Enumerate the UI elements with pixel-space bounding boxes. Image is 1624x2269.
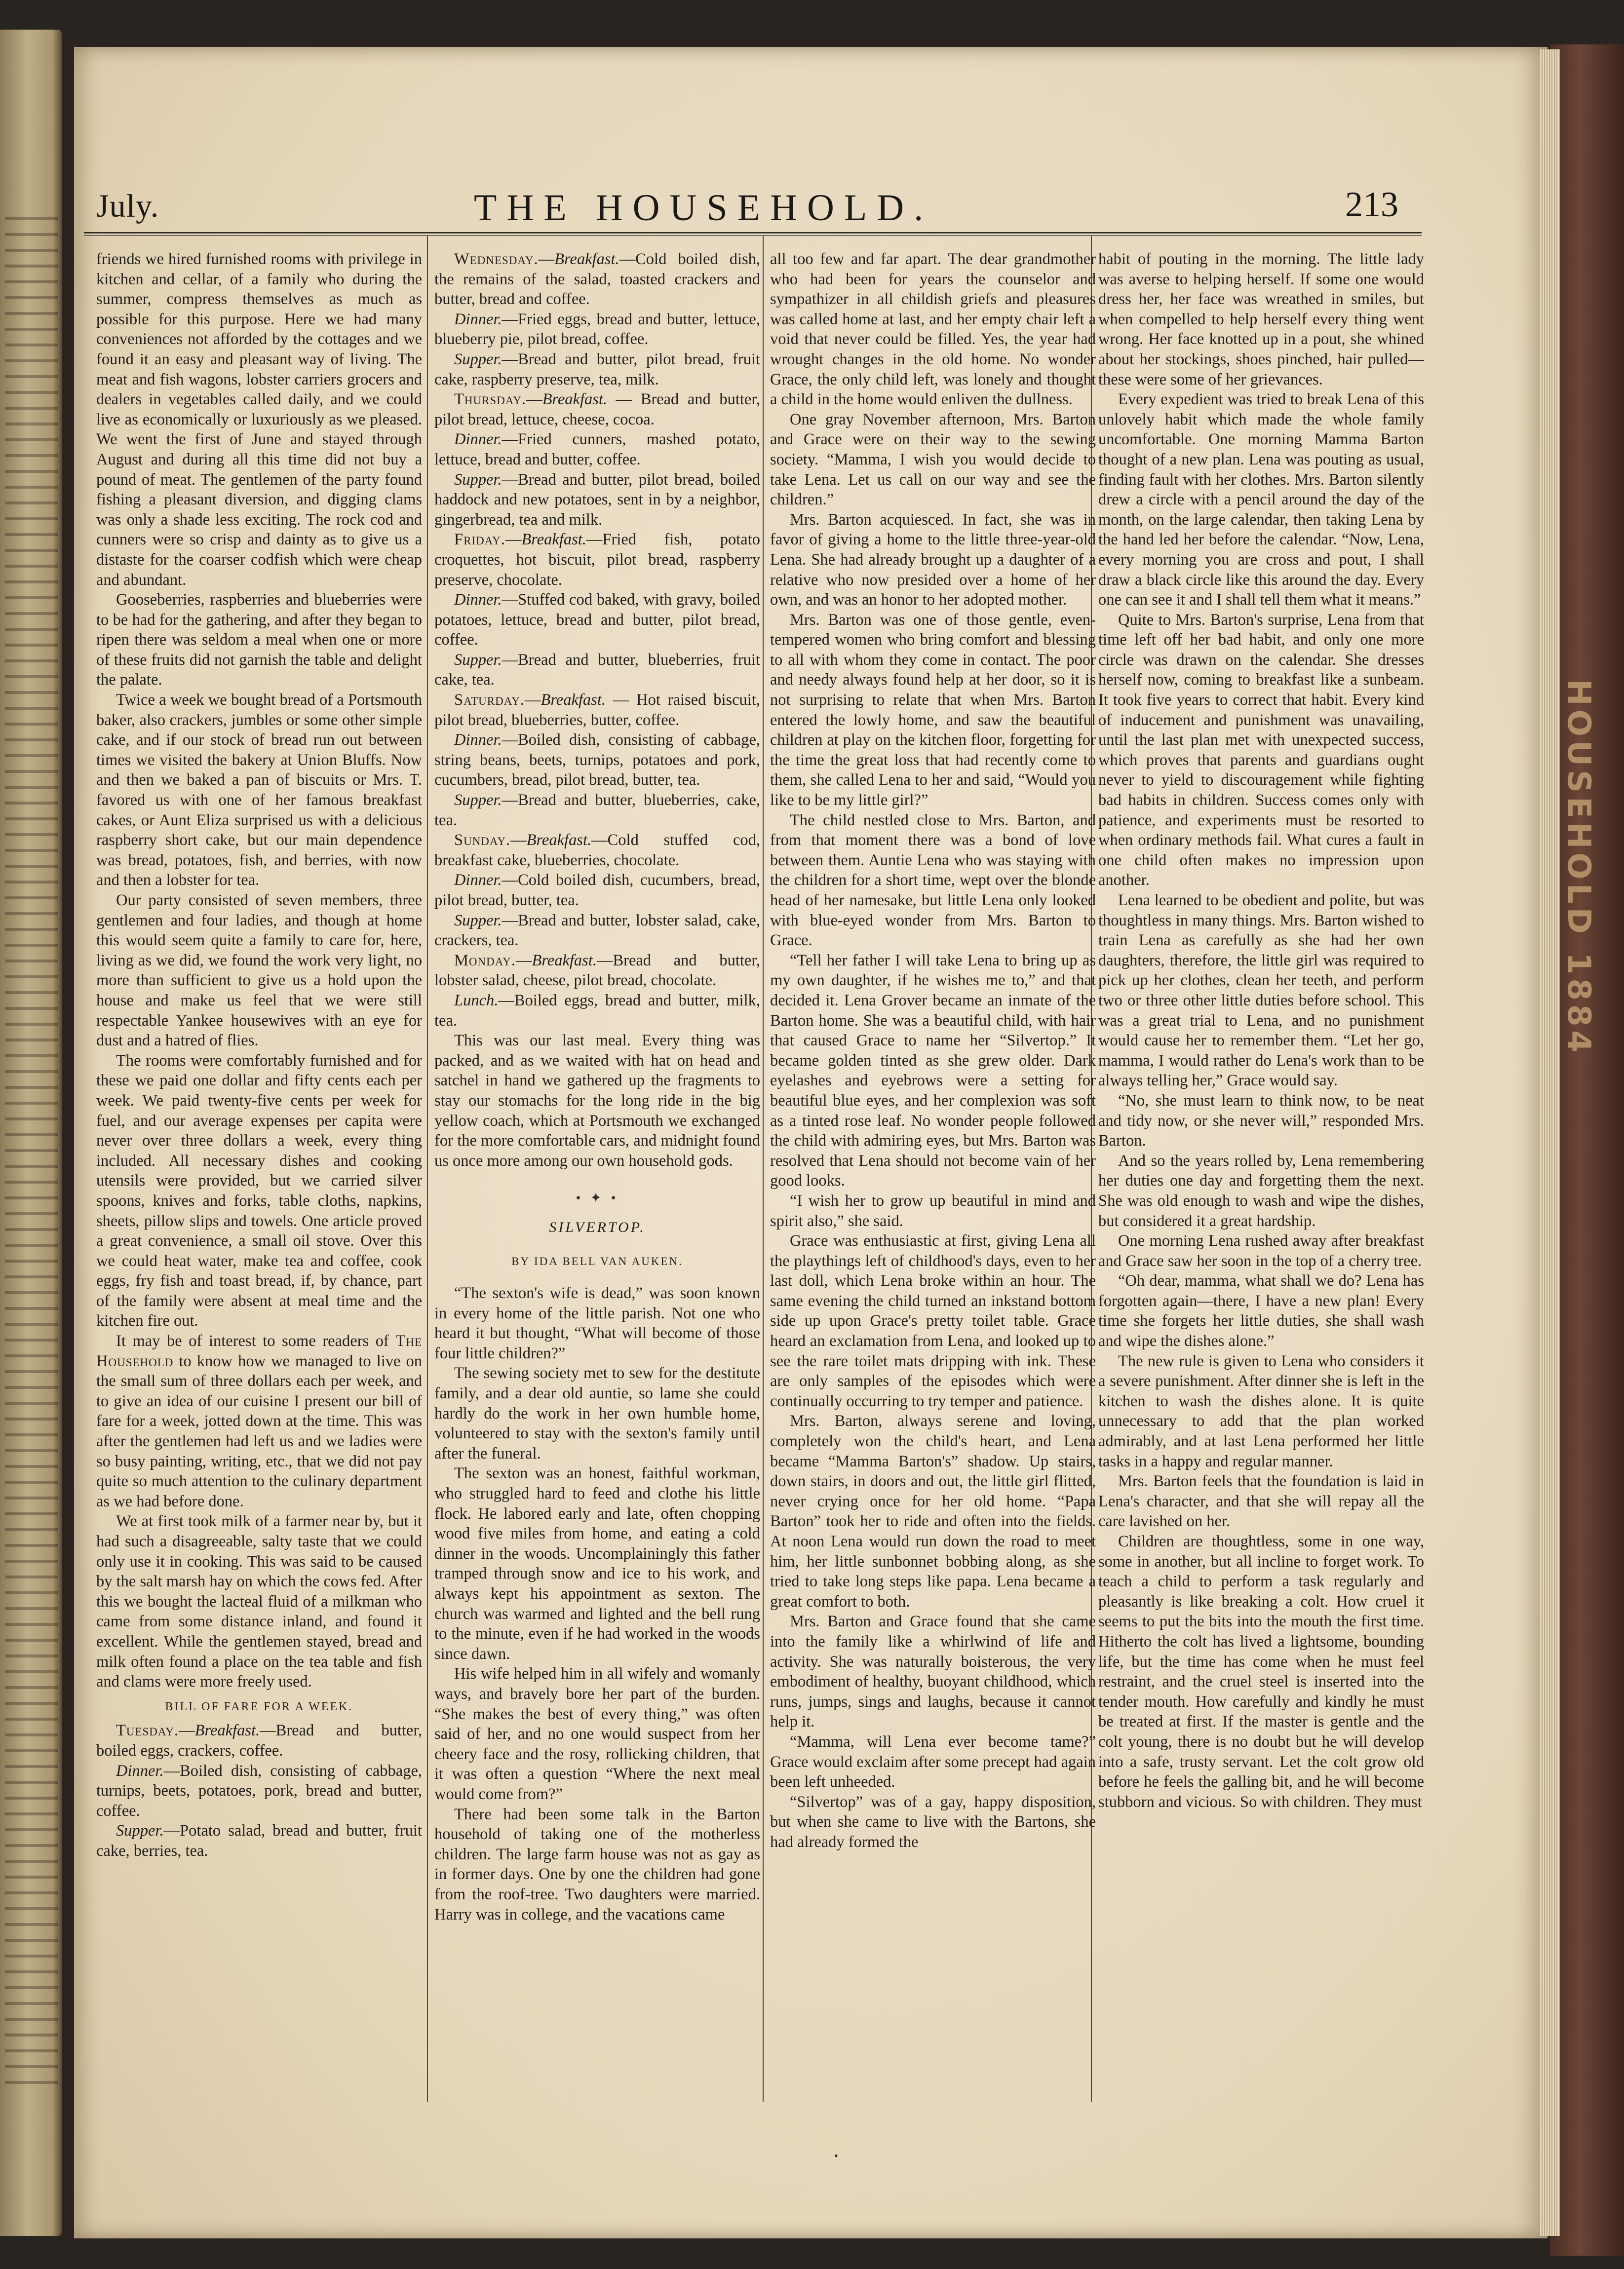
paragraph: “The sexton's wife is dead,” was soon known in every home of the little parish. Not one who heard it but thought, “What will become of those four little children?”	[434, 1284, 760, 1362]
paragraph: Mrs. Barton, always serene and loving, completely won the child's heart, and Lena became “Mamma Barton's” shadow. Up stairs, down stairs, in doors and out, the little girl flitted, never crying once for her old home. “Papa Barton” took her to ride and often into the fields. At noon Lena would run down the road to meet him, her little sunbonnet bobbing along, as she tried to take long steps like papa. Lena became a great comfort to both.	[770, 1412, 1096, 1611]
paragraph: “Tell her father I will take Lena to bring up as my own daughter, if he wishes me to,” and that decided it. Lena Grover became an inmate of the Barton home. She was a beautiful child, with hair that caused Grace to name her “Silvertop.” It became golden tinted as she grew older. Dark eyelashes and eyebrows were a setting for beautiful blue eyes, and her complexion was soft as a tinted rose leaf. No wonder people followed the child with admiring eyes, but Mrs. Barton was resolved that Lena should not become vain of her good looks.	[770, 951, 1096, 1190]
paragraph: The sewing society met to sew for the destitute family, and a dear old auntie, so lame she could hardly do the work in her own humble home, volunteered to stay with the sexton's family until after the funeral.	[434, 1364, 760, 1462]
column-rule-1	[427, 236, 428, 2102]
paragraph: Gooseberries, raspberries and blueberries were to be had for the gathering, and after they began to ripen there was seldom a meal when one or more of these fruits did not garnish the table and delight the palate.	[96, 591, 422, 689]
menu-meal: Supper.	[454, 651, 502, 669]
paragraph: The child nestled close to Mrs. Barton, and from that moment there was a bond of love between them. Auntie Lena who was staying with the children for a short time, wept over the blonde head of her namesake, but little Lena only looked with blue-eyed wonder from Mrs. Barton to Grace.	[770, 811, 1096, 950]
menu-entry: Tuesday.—Breakfast.—Bread and butter, boiled eggs, crackers, coffee.	[96, 1722, 422, 1760]
menu-items: —Cold boiled dish, cucumbers, bread, pilot bread, butter, tea.	[434, 871, 760, 909]
menu-items: — Bread and butter, pilot bread, lettuce, cheese, cocoa.	[434, 390, 760, 428]
paragraph: And so the years rolled by, Lena remembering her duties one day and forgetting them the next. She was old enough to wash and wipe the dishes, but considered it a great hardship.	[1098, 1152, 1424, 1230]
menu-meal: Dinner.	[454, 591, 502, 609]
menu-entry	[434, 790, 760, 830]
paragraph: His wife helped him in all wifely and womanly ways, and bravely bore her part of the burden. “She makes the best of every thing,” was often said of her, and no one would suspect from her cheery face and the rosy, rollicking children, that it was often a question “Where the next meal would come from?”	[434, 1665, 760, 1803]
menu-items: —Boiled dish, consisting of cabbage, turnips, beets, potatoes, pork, bread and butter, coffee.	[96, 1762, 422, 1820]
menu-entry	[434, 870, 760, 910]
paragraph: “Oh dear, mamma, what shall we do? Lena has forgotten again—there, I have a new plan! Every time she forgets her little duties, she shall wash and wipe the dishes alone.”	[1098, 1272, 1424, 1350]
facing-page-edge	[0, 30, 62, 2236]
menu-entry	[434, 470, 760, 530]
menu-day: Thursday.	[454, 390, 527, 409]
menu-entry	[434, 590, 760, 650]
menu-meal: Dinner.	[454, 310, 502, 328]
menu-meal: Supper.	[116, 1822, 164, 1840]
paragraph: all too few and far apart. The dear grandmother who had been for years the counselor and sympathizer in all childish griefs and pleasures was called home at last, and her empty chair left a void that never could be filled. Yes, the year had wrought changes in the old home. No wonder Grace, the only child left, was lonely and thought a child in the home would enliven the dullness.	[770, 250, 1096, 409]
column-2	[434, 249, 760, 1924]
menu-entry	[434, 349, 760, 389]
menu-meal: Breakfast.	[532, 951, 597, 969]
menu-meal: Breakfast.	[542, 390, 608, 409]
menu-entry	[434, 911, 760, 951]
paragraph: The rooms were comfortably furnished and for these we paid one dollar and fifty cents each per week. We paid twenty-five cents per week for fuel, and our average expenses per capita were never over three dollars a week, every thing included. All necessary dishes and cooking utensils were provided, but we carried silver spoons, knives and forks, table cloths, napkins, sheets, pillow slips and towels. One article proved a great convenience, a small oil stove. Over this we could heat water, make tea and coffee, cook eggs, fry fish and toast bread, if, by chance, part of the family were absent at meal time and the kitchen fire out.	[96, 1051, 422, 1330]
menu-meal: Breakfast.	[521, 531, 586, 549]
menu-items: —Bread and butter, pilot bread, boiled haddock and new potatoes, sent in by a neighbor, gingerbread, tea and milk.	[434, 470, 760, 529]
menu-items: —Bread and butter, pilot bread, fruit cake, raspberry preserve, tea, milk.	[434, 350, 760, 388]
paragraph: Every expedient was tried to break Lena of this unlovely habit which made the whole family uncomfortable. One morning Mamma Barton thought of a new plan. Lena was pouting as usual, finding fault with her clothes. Mrs. Barton silently drew a circle with a pencil around the day of the month, on the large calendar, then taking Lena by the hand led her before the calendar. “Now, Lena, every morning you are cross and pout, I shall draw a black circle like this around the day. Every one can see it and I shall tell them what it means.”	[1098, 390, 1424, 609]
column-3	[770, 249, 1096, 1852]
paragraph: Children are thoughtless, some in one way, some in another, but all incline to forget work. To teach a child to perform a task regularly and pleasantly is like breaking a colt. How cruel it seems to put the bits into the mouth the first time. Hitherto the colt has lived a lightsome, bounding life, but the time has come when he must feel restraint, and the cruel steel is inserted into the tender mouth. How carefully and kindly he must be treated at first. If the master is gentle and the colt young, there is no doubt but he will develop into a safe, trusty servant. Let the colt grow old before he feels the galling bit, and he will become stubborn and vicious. So with children. They must	[1098, 1533, 1424, 1811]
paragraph: We at first took milk of a farmer near by, but it had such a disagreeable, salty taste that we could only use it in cooking. This was said to be caused by the salt marsh hay on which the cows fed. After this we bought the lacteal fluid of a milkman who came from some distance inland, and found it excellent. While the gentlemen stayed, bread and milk often found a place on the tea table and fish and clams were more freely used.	[96, 1512, 422, 1691]
menu-entry	[434, 991, 760, 1031]
menu-entry: Friday.—Breakfast.—Fried fish, potato croquettes, hot biscuit, pilot bread, raspberry preserve, chocolate.	[434, 531, 760, 589]
menu-items: —Cold stuffed cod, breakfast cake, blueberries, chocolate.	[434, 831, 760, 869]
menu-entry	[434, 429, 760, 469]
section-ornament: • ✦ •	[576, 1191, 619, 1206]
menu-meal: Dinner.	[116, 1762, 164, 1780]
paragraph: It may be of interest to some readers of The Household to know how we managed to live on the small sum of three dollars each per week, and to give an idea of our cuisine I present our bill of fare for a week, jotted down at the time. This was after the gentlemen had left us and we ladies were so busy painting, writing, etc., that we did not pay quite so much attention to the culinary department as we had before done.	[96, 1332, 422, 1510]
paragraph: friends we hired furnished rooms with privilege in kitchen and cellar, of a family who during the summer, compress themselves as much as possible for this purpose. Here we had many conveniences not afforded by the cottages and we found it an easy and pleasant way of living. The meat and fish wagons, lobster carriers grocers and dealers in vegetables called daily, and we could live as economically or luxuriously as we pleased. We went the first of June and stayed through August and during all this time did not buy a pound of meat. The gentlemen of the party found fishing a pleasant diversion, and digging clams was only a shade less exciting. The rock cod and cunners were so crisp and dainty as to give us a distaste for the coarser codfish which were cheap and abundant.	[96, 250, 422, 589]
paragraph: The new rule is given to Lena who considers it a severe punishment. After dinner she is left in the kitchen to wash the dishes alone. It is quite unnecessary to add that the plan worked admirably, and at last Lena performed her little tasks in a happy and regular manner.	[1098, 1352, 1424, 1470]
menu-items: —Cold boiled dish, the remains of the salad, toasted crackers and butter, bread and coffee.	[434, 250, 760, 308]
story-title: SILVERTOP.	[549, 1219, 646, 1235]
menu-meal: Dinner.	[454, 871, 502, 889]
paragraph: “Mamma, will Lena ever become tame?” Grace would exclaim after some precept had again been left unheeded.	[770, 1732, 1096, 1791]
menu-entry: Monday.—Breakfast.—Bread and butter, lobster salad, cheese, pilot bread, chocolate.	[434, 951, 760, 990]
story-byline: BY IDA BELL VAN AUKEN.	[511, 1255, 683, 1268]
column-4	[1098, 249, 1424, 1812]
menu-items: —Stuffed cod baked, with gravy, boiled potatoes, lettuce, bread and butter, pilot bread, coffee.	[434, 591, 760, 649]
menu-day: Tuesday.	[116, 1722, 179, 1740]
running-head-month: July.	[96, 188, 159, 224]
menu-day: Saturday.	[454, 691, 525, 709]
menu-items: —Bread and butter, lobster salad, cheese, pilot bread, chocolate.	[434, 951, 760, 990]
paragraph: Mrs. Barton and Grace found that she came into the family like a whirlwind of life and activity. She was naturally boisterous, the very embodiment of healthy, buoyant childhood, which runs, jumps, sings and laughs, because it cannot help it.	[770, 1613, 1096, 1731]
paragraph: Quite to Mrs. Barton's surprise, Lena from that time left off her bad habit, and only one more circle was drawn on the calendar. She dresses herself now, coming to breakfast like a sunbeam. It took five years to correct that habit. Every kind of inducement and punishment was unavailing, until the last plan met with unexpected success, which proves that parents and guardians ought never to yield to discouragement while fighting bad habits in children. Success comes only with patience, and experiments must be resorted to when ordinary methods fail. What cures a fault in one child often makes no impression upon another.	[1098, 611, 1424, 889]
menu-entry: Saturday.—Breakfast. — Hot raised biscuit, pilot bread, blueberries, butter, coffee.	[434, 691, 760, 729]
menu-day: Monday.	[454, 951, 516, 969]
paragraph: Grace was enthusiastic at first, giving Lena all the playthings left of childhood's days, even to her last doll, which Lena broke within an hour. The same evening the child turned an inkstand bottom side up upon Grace's pretty toilet table. Grace heard an exclamation from Lena, and looked up to see the rare toilet mats dripping with ink. These are only samples of the episodes which were continually occurring to try temper and patience.	[770, 1232, 1096, 1410]
menu-meal: Supper.	[454, 791, 502, 809]
header-rule	[84, 232, 1422, 236]
menu-entry	[434, 650, 760, 690]
menu-meal: Breakfast.	[541, 691, 606, 709]
menu-meal: Dinner.	[454, 430, 502, 449]
menu-meal: Breakfast.	[526, 831, 592, 849]
menu-entry	[434, 730, 760, 790]
page-block-edges	[1540, 49, 1560, 2236]
magazine-name: The Household	[96, 1332, 422, 1370]
column-1	[96, 249, 422, 1861]
menu-items: —Boiled dish, consisting of cabbage, string beans, beets, turnips, potatoes and pork, cucumbers, bread, pilot bread, butter, tea.	[434, 731, 760, 789]
paragraph: “Silvertop” was of a gay, happy disposition, but when she came to live with the Bartons, she had already formed the	[770, 1793, 1096, 1851]
menu-items: —Potato salad, bread and butter, fruit cake, berries, tea.	[96, 1822, 422, 1860]
paragraph: This was our last meal. Every thing was packed, and as we waited with hat on head and satchel in hand we gathered up the fragments to stay our stomachs for the long ride in the big yellow coach, which at Portsmouth we exchanged for the more comfortable cars, and midnight found us once more among our own household gods.	[434, 1032, 760, 1170]
paragraph: Twice a week we bought bread of a Portsmouth baker, also crackers, jumbles or some other simple cake, and if our stock of bread run out between times we visited the bakery at Union Bluffs. Now and then we baked a pan of biscuits or Mrs. T. favored us with one of her famous breakfast cakes, or Aunt Eliza surprised us with a delicious raspberry short cake, but our main dependence was bread, potatoes, fish, and berries, with now and then a lobster for tea.	[96, 691, 422, 889]
menu-meal: Supper.	[454, 350, 502, 368]
paragraph: Our party consisted of seven members, three gentlemen and four ladies, and though at home this would seem quite a family to care for, here, living as we did, we found the work very light, no more than sufficient to give us a hold upon the house and make us feel that we were still respectable Yankee housewives with an eye for dust and a hatred of flies.	[96, 891, 422, 1050]
menu-list	[96, 1721, 422, 1861]
paragraph: One gray November afternoon, Mrs. Barton and Grace were on their way to the sewing society. “Mamma, I wish you would decide to take Lena. Let us call on our way and see the children.”	[770, 410, 1096, 509]
menu-day: Friday.	[454, 531, 505, 549]
running-head-title: THE HOUSEHOLD.	[474, 187, 933, 229]
footer-mark: •	[834, 2150, 838, 2162]
paragraph: Mrs. Barton feels that the foundation is laid in Lena's character, and that she will repay all the care lavished on her.	[1098, 1472, 1424, 1531]
menu-day: Sunday.	[454, 831, 511, 849]
menu-items: —Bread and butter, boiled eggs, crackers, coffee.	[96, 1722, 422, 1760]
menu-items: —Fried cunners, mashed potato, lettuce, bread and butter, coffee.	[434, 430, 760, 468]
paragraph: There had been some talk in the Barton household of taking one of the motherless children. The large farm house was not as gay as in former days. One by one the children had gone from the roof-tree. Two daughters were married. Harry was in college, and the vacations came	[434, 1805, 760, 1923]
page-number: 213	[1345, 185, 1398, 224]
menu-entry	[434, 309, 760, 349]
paragraph: “I wish her to grow up beautiful in mind and spirit also,” she said.	[770, 1192, 1096, 1230]
menu-entry: Thursday.—Breakfast. — Bread and butter, pilot bread, lettuce, cheese, cocoa.	[434, 390, 760, 428]
menu-list	[434, 249, 760, 1031]
menu-items: —Bread and butter, lobster salad, cake, crackers, tea.	[434, 911, 760, 950]
paragraph: habit of pouting in the morning. The little lady was averse to helping herself. If some one would dress her, her face was wreathed in smiles, but when compelled to help herself every thing went wrong. Her face knotted up in a pout, she whined about her stockings, shoes pinched, hair pulled—these were some of her grievances.	[1098, 250, 1424, 388]
menu-day: Wednesday.	[454, 250, 539, 268]
menu-meal: Lunch.	[454, 991, 499, 1009]
menu-entry	[96, 1761, 422, 1821]
paragraph: “No, she must learn to think now, to be neat and tidy now, or she never will,” responded Mrs. Barton.	[1098, 1091, 1424, 1150]
menu-meal: Dinner.	[454, 731, 502, 749]
menu-items: —Bread and butter, blueberries, cake, tea.	[434, 791, 760, 829]
menu-items: —Fried eggs, bread and butter, lettuce, blueberry pie, pilot bread, coffee.	[434, 310, 760, 348]
menu-items: —Fried fish, potato croquettes, hot biscuit, pilot bread, raspberry preserve, chocolate.	[434, 531, 760, 589]
menu-entry	[96, 1821, 422, 1861]
menu-meal: Supper.	[454, 911, 502, 929]
paragraph: One morning Lena rushed away after breakfast and Grace saw her soon in the top of a cherry tree.	[1098, 1232, 1424, 1270]
paragraph: Lena learned to be obedient and polite, but was thoughtless in many things. Mrs. Barton wished to train Lena as carefully as she had her own daughters, therefore, the little girl was required to pick up her clothes, clean her teeth, and perform two or three other little duties before school. This was a great trial to Lena, and no punishment would cause her to remember them. “Let her go, mamma, I would rather do Lena's work than to be always telling her,” Grace would say.	[1098, 891, 1424, 1090]
menu-meal: Breakfast.	[194, 1722, 260, 1740]
section-heading: BILL OF FARE FOR A WEEK.	[165, 1700, 353, 1713]
paragraph: Mrs. Barton was one of those gentle, even-tempered women who bring comfort and blessing to all with whom they come in contact. The poor and needy always found help at her door, so it is not surprising to relate that when Mrs. Barton entered the lowly home, and saw the beautiful children at play on the kitchen floor, forgetting for the time the great loss that had recently come to them, she called Lena to her and said, “Would you like to be my little girl?”	[770, 611, 1096, 809]
paragraph: The sexton was an honest, faithful workman, who struggled hard to feed and clothe his little flock. He labored early and late, often chopping wood five miles from home, and eating a cold dinner in the woods. Uncomplainingly this father tramped through snow and ice to his work, and always kept his appointment as sexton. The church was warmed and lighted and the bell rung to the minute, even if he had worked in the woods since dawn.	[434, 1464, 760, 1663]
book-spine	[1550, 44, 1624, 2256]
menu-entry: Sunday.—Breakfast.—Cold stuffed cod, breakfast cake, blueberries, chocolate.	[434, 831, 760, 869]
menu-entry: Wednesday.—Breakfast.—Cold boiled dish, the remains of the salad, toasted crackers and butter, bread and coffee.	[434, 250, 760, 308]
menu-meal: Breakfast.	[554, 250, 619, 268]
paragraph: Mrs. Barton acquiesced. In fact, she was in favor of giving a home to the little three-year-old Lena. She had already brought up a daughter of a relative who now presided over a home of her own, and was an honor to her adopted mother.	[770, 510, 1096, 609]
menu-meal: Supper.	[454, 470, 502, 489]
column-rule-2	[763, 236, 764, 2102]
menu-items: —Boiled eggs, bread and butter, milk, tea.	[434, 991, 760, 1030]
menu-items: — Hot raised biscuit, pilot bread, blueberries, butter, coffee.	[434, 691, 760, 729]
menu-items: —Bread and butter, blueberries, fruit cake, tea.	[434, 651, 760, 689]
spine-lettering: HOUSEHOLD 1884	[1560, 679, 1597, 1056]
